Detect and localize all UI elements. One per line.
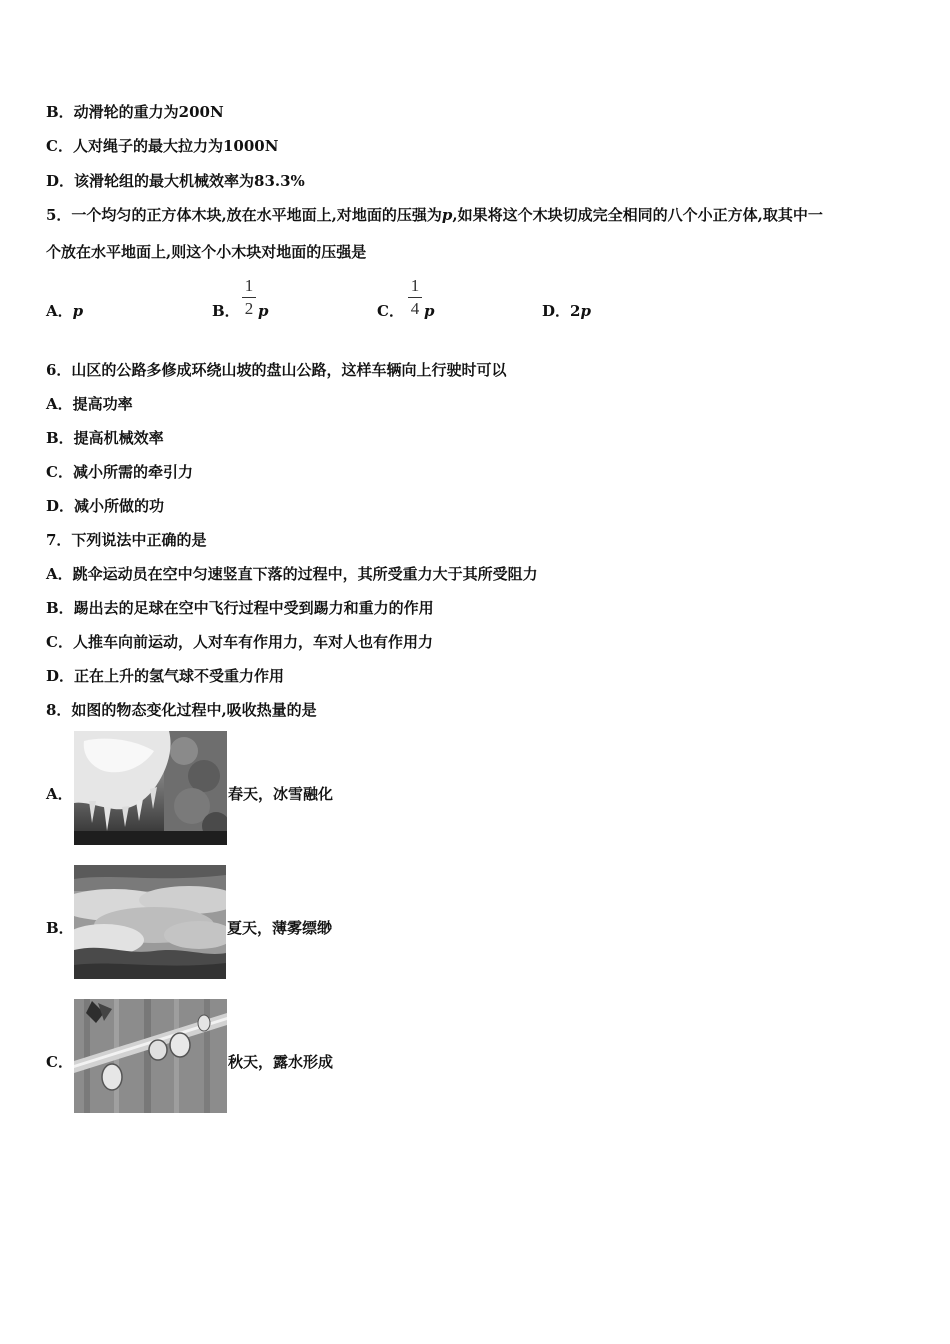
- q5-stem-part-a: 5．一个均匀的正方体木块,放在水平地面上,对地面的压强为: [46, 206, 442, 224]
- q5-option-c-label: C．: [377, 302, 404, 320]
- q7-option-a: A．跳伞运动员在空中匀速竖直下落的过程中，其所受重力大于其所受阻力: [46, 565, 538, 583]
- q5-option-b-denominator: 2: [244, 299, 254, 318]
- q4-option-c: C．人对绳子的最大拉力为1000N: [46, 137, 279, 155]
- q8-option-a-caption: 春天，冰雪融化: [228, 785, 334, 803]
- q5-option-b-variable: p: [258, 302, 269, 320]
- q5-stem-line1: [46, 205, 823, 225]
- q5-option-c-fraction: [408, 277, 422, 318]
- q5-option-d: [542, 301, 591, 321]
- q5-option-d-label: D．: [542, 302, 571, 320]
- q5-option-b-label: B．: [212, 302, 240, 320]
- q7-option-b: B．踢出去的足球在空中飞行过程中受到踢力和重力的作用: [46, 599, 434, 617]
- q5-option-a-label: A．: [46, 302, 73, 320]
- q4-option-d: D．该滑轮组的最大机械效率为83.3%: [46, 172, 305, 190]
- dew-drops-photo: [74, 999, 227, 1113]
- q5-stem-line2: 个放在水平地面上,则这个小木块对地面的压强是: [46, 243, 367, 261]
- q7-option-c: C．人推车向前运动，人对车有作用力，车对人也有作用力: [46, 633, 433, 651]
- q8-option-a-label: A．: [46, 785, 73, 803]
- q5-stem-variable-p: p: [441, 206, 453, 224]
- q8-option-c-label: C．: [46, 1053, 73, 1071]
- melting-ice-photo: [74, 731, 227, 845]
- q6-option-c: C．减小所需的牵引力: [46, 463, 193, 481]
- mist-photo: [74, 865, 226, 979]
- q4-option-b: B．动滑轮的重力为200N: [46, 103, 224, 121]
- q6-option-d: D．减小所做的功: [46, 497, 165, 515]
- q6-option-b: B．提高机械效率: [46, 429, 164, 447]
- q6-option-a: A．提高功率: [46, 395, 133, 413]
- q8-option-c-caption: 秋天，露水形成: [228, 1053, 334, 1071]
- q7-stem: 7．下列说法中正确的是: [46, 531, 207, 549]
- q5-option-c-variable: p: [424, 302, 435, 320]
- fraction-bar: [408, 297, 422, 298]
- q8-option-b-label: B．: [46, 919, 74, 937]
- q5-option-c-numerator: 1: [410, 276, 420, 295]
- q5-option-b-fraction: [242, 277, 256, 318]
- q8-option-b-caption: 夏天，薄雾缥缈: [227, 919, 333, 937]
- fraction-bar: [242, 297, 256, 298]
- q5-option-d-coefficient: 2: [570, 302, 581, 320]
- q5-option-d-variable: p: [580, 302, 591, 320]
- q5-option-b-numerator: 1: [244, 276, 254, 295]
- q7-option-d: D．正在上升的氢气球不受重力作用: [46, 667, 285, 685]
- q5-stem-part-b: ,如果将这个木块切成完全相同的八个小正方体,取其中一: [452, 206, 823, 224]
- q5-option-c-denominator: 4: [410, 299, 420, 318]
- q5-option-a: [46, 301, 83, 321]
- q5-option-a-value: p: [72, 302, 84, 320]
- q6-stem: 6．山区的公路多修成环绕山坡的盘山公路，这样车辆向上行驶时可以: [46, 361, 507, 379]
- q8-stem: 8．如图的物态变化过程中,吸收热量的是: [46, 701, 317, 719]
